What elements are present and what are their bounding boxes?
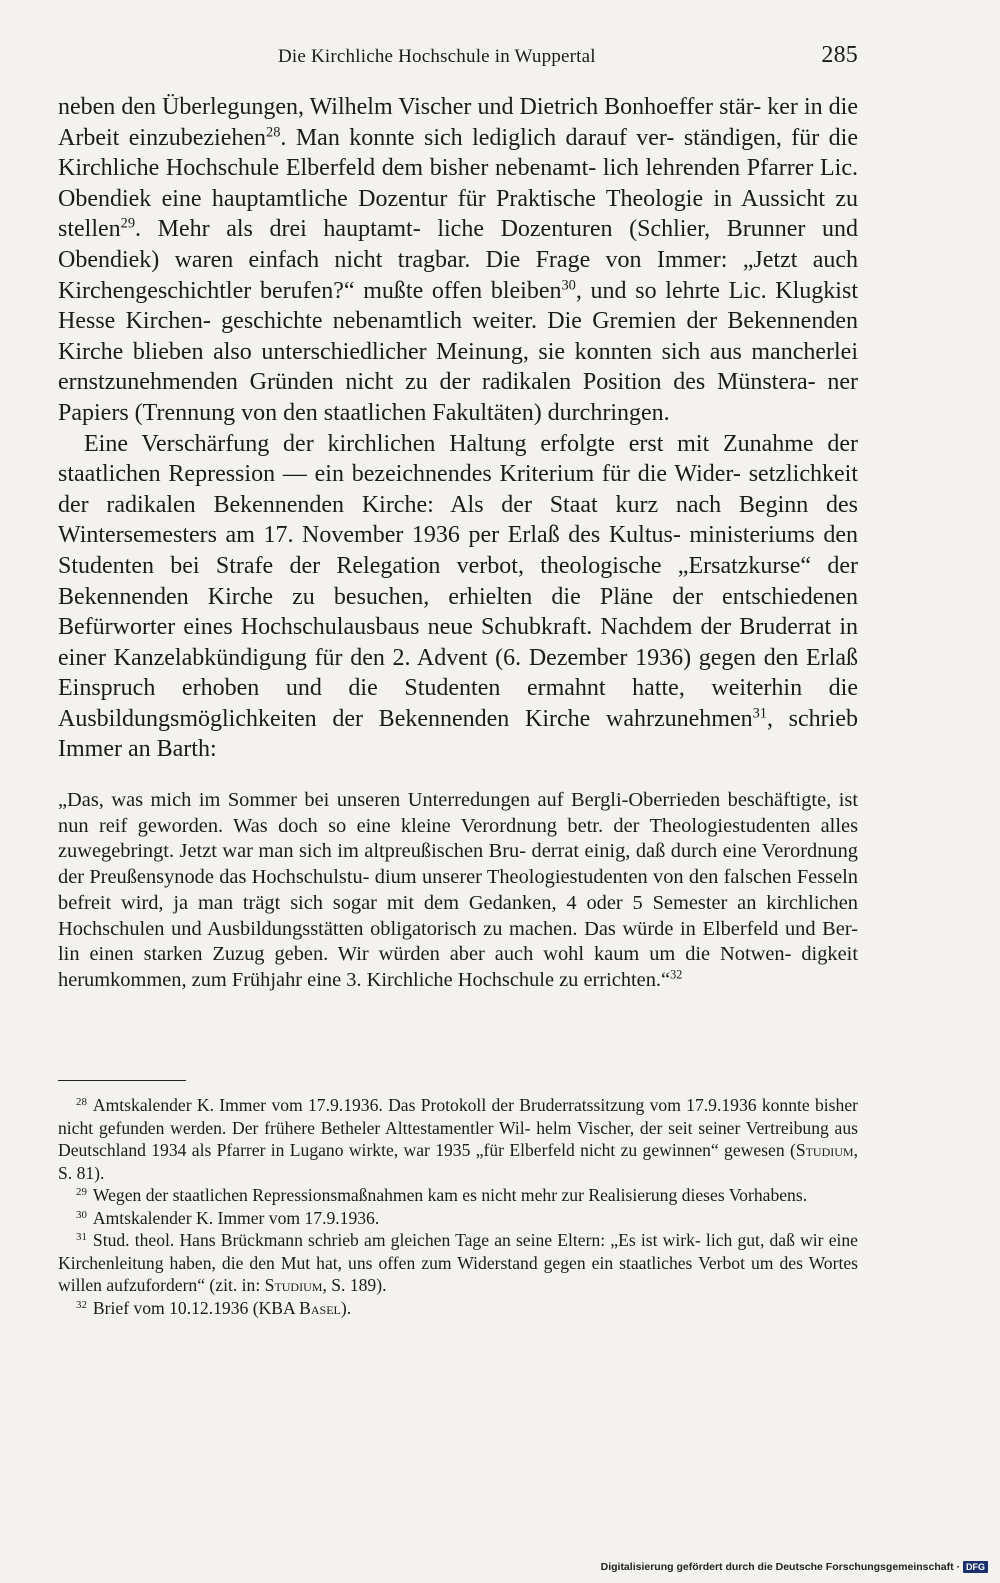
footnotes bbox=[58, 1094, 858, 1319]
footnote-divider bbox=[58, 1080, 186, 1081]
footnote-ref-31[interactable]: 31 bbox=[752, 705, 767, 722]
paragraph-text: Eine Verschärfung der kirchlichen Haltung erfolgte erst mit Zunahme der staatlichen Repression — ein bezeichnendes Kriterium für die Wider- setzlichkeit der radikalen Bekennenden Kirche: Als der Staat kurz nach Beginn des Wintersemesters am 17. November 1936 per Erlaß des Kultus- ministeriums den Studenten bei Strafe der Relegation verbot, theologische „Ersatzkurse“ der Bekennenden Kirche zu besuchen, erhielten die Pläne der entschiedenen Befürworter eines Hochschulausbaus neue Schubkraft. Nachdem der Bruderrat in einer Kanzelabkündigung für den 2. Advent (6. Dezember 1936) gegen den Erlaß Einspruch erhoben und die Studenten ermahnt hatte, weiterhin die Ausbildungsmöglichkeiten der Bekennenden Kirche wahrzunehmen bbox=[58, 430, 858, 732]
paragraph-text: . Mehr als drei hauptamt- liche Dozenturen (Schlier, Brunner und Obendiek) waren einfach nicht tragbar. Die Frage von Immer: „Jetzt auch Kirchengeschichtler berufen?“ mußte offen bleiben bbox=[58, 216, 858, 304]
footnote-tail: , S. 81). bbox=[58, 1140, 858, 1183]
footnote-smallcaps: Basel bbox=[299, 1297, 341, 1318]
footnote-smallcaps: Studium bbox=[795, 1140, 854, 1160]
footnote-ref-28[interactable]: 28 bbox=[266, 123, 281, 140]
footnote-number: 31 bbox=[76, 1231, 87, 1243]
paragraph-text: , schrieb Immer an Barth: bbox=[58, 705, 858, 763]
block-quote bbox=[58, 788, 858, 994]
footnote-text: Amtskalender K. Immer vom 17.9.1936. Das Protokoll der Bruderratssitzung vom 17.9.1936 konnte bisher nicht gefunden werden. Der frühere Betheler Alttestamentler Wil- helm Vischer, der seit seiner Vertreibung aus Deutschland 1934 als Pfarrer in Lugano wirkte, war 1935 „für Elberfeld nicht zu gewinnen“ gewesen ( bbox=[58, 1095, 858, 1160]
footnote-number: 30 bbox=[76, 1208, 87, 1221]
footnote-32 bbox=[58, 1297, 858, 1320]
dfg-logo-icon: DFG bbox=[963, 1561, 988, 1573]
footnote-ref-30[interactable]: 30 bbox=[561, 276, 576, 293]
digitization-credit bbox=[601, 1561, 988, 1573]
paragraph-text: neben den Überlegungen, Wilhelm Vischer und Dietrich Bonhoeffer stär- ker in die Arbeit einzubeziehen bbox=[58, 94, 858, 151]
footnote-30 bbox=[58, 1207, 858, 1230]
quote-paragraph bbox=[58, 788, 858, 994]
footnote-number: 28 bbox=[76, 1096, 87, 1108]
footnote-number: 29 bbox=[76, 1186, 87, 1198]
paragraph-text: , und so lehrte Lic. Klugkist Hesse Kirchen- geschichte nebenamtlich weiter. Die Gremien der Bekennenden Kirche blieben also unterschiedlicher Meinung, sie konnten sich aus mancherlei ernstzunehmenden Gründen nicht zu der radikalen Position des Münstera- ner Papiers (Trennung von den staatlichen Fakultäten) durchringen. bbox=[58, 277, 858, 426]
running-title: Die Kirchliche Hochschule in Wuppertal bbox=[278, 46, 596, 67]
paragraph-text: . Man konnte sich lediglich darauf ver- ständigen, für die Kirchliche Hochschule Elberfeld dem bisher nebenamt- lich lehrenden Pfarrer Lic. Obendiek eine hauptamtliche Dozentur für Praktische Theologie in Aussicht zu stellen bbox=[58, 124, 858, 243]
paragraph-2 bbox=[58, 429, 858, 766]
footnote-number: 32 bbox=[76, 1298, 87, 1311]
footnote-ref-29[interactable]: 29 bbox=[120, 215, 136, 232]
footnote-tail: , S. 189). bbox=[322, 1275, 387, 1295]
paragraph-1 bbox=[58, 92, 858, 429]
page-number: 285 bbox=[821, 42, 858, 68]
footnote-smallcaps: Studium bbox=[264, 1275, 323, 1295]
credit-text: Digitalisierung gefördert durch die Deutsche Forschungsgemeinschaft · bbox=[600, 1561, 960, 1573]
footnote-text: Stud. theol. Hans Brückmann schrieb am gleichen Tage an seine Eltern: „Es ist wirk- lich gut, daß wir eine Kirchenleitung haben, die den Mut hat, uns offen zum Widerstand gegen ein staatliches Verbot um des Wortes willen aufzufordern“ (zit. in: bbox=[58, 1230, 858, 1295]
footnote-28 bbox=[58, 1094, 858, 1184]
footnote-tail: ). bbox=[340, 1297, 352, 1318]
footnote-31 bbox=[58, 1229, 858, 1297]
footnote-ref-32[interactable]: 32 bbox=[670, 967, 683, 982]
main-text bbox=[58, 92, 858, 765]
quote-text: „Das, was mich im Sommer bei unseren Unterredungen auf Bergli-Oberrieden beschäftigte, ist nun reif geworden. Was doch so eine kleine Verordnung betr. der Theologiestudenten alles zuwegebringt. Jetzt war man sich im altpreußischen Bru- derrat einig, daß durch eine Verordnung der Preußensynode das Hochschulstu- dium unserer Theologiestudenten von den falschen Fesseln befreit wird, ja man trägt sich sogar mit dem Gedanken, 4 oder 5 Semester an kirchlichen Hochschulen und Ausbildungsstätten obligatorisch zu machen. Das würde in Elberfeld und Ber- lin einen starken Zuzug geben. Wir würden aber auch wohl kaum um die Notwen- digkeit herumkommen, zum Frühjahr eine 3. Kirchliche Hochschule zu errichten.“ bbox=[58, 789, 858, 991]
footnote-text: Amtskalender K. Immer vom 17.9.1936. bbox=[92, 1207, 380, 1228]
footnote-text: Brief vom 10.12.1936 (KBA bbox=[92, 1297, 300, 1318]
footnote-text: Wegen der staatlichen Repressionsmaßnahmen kam es nicht mehr zur Realisierung dieses Vorhabens. bbox=[92, 1185, 808, 1205]
footnote-29 bbox=[58, 1184, 858, 1207]
